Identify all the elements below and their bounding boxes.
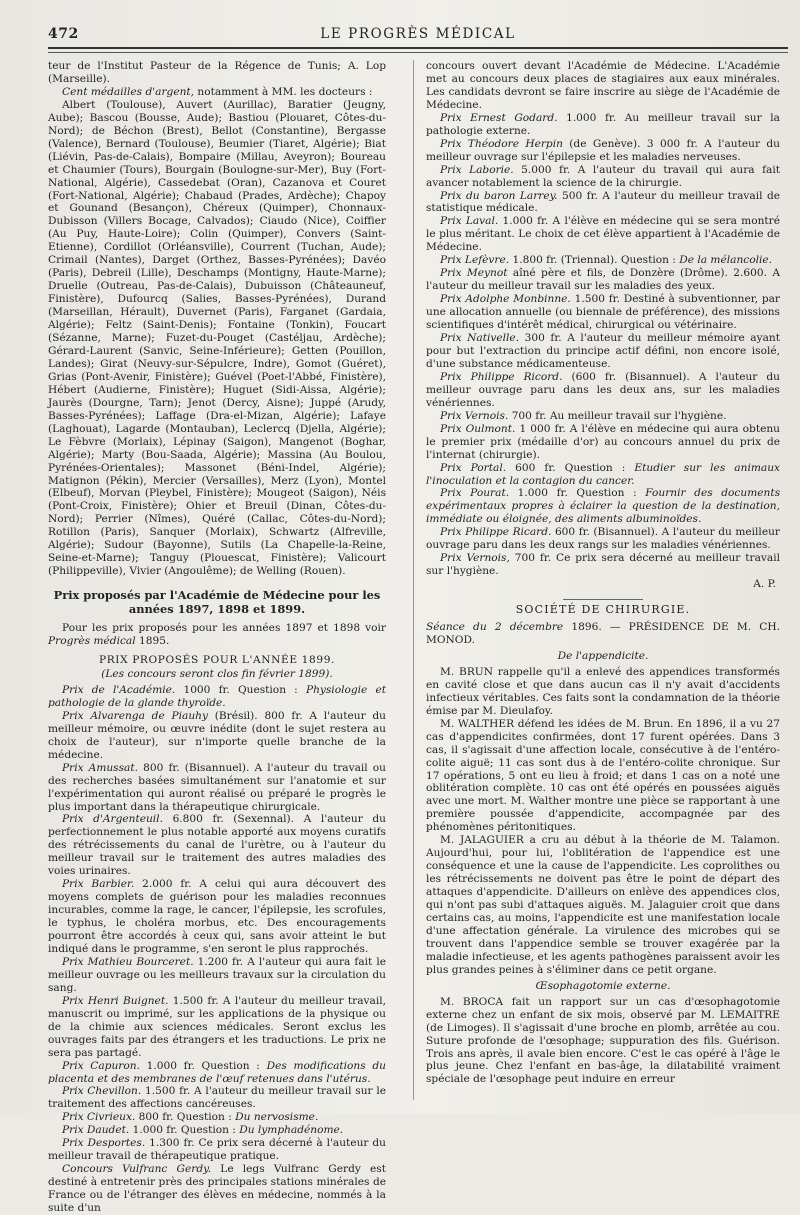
prize-name: Prix Philippe Ricard. (440, 526, 552, 539)
column-divider (413, 60, 414, 1100)
prize-entry (426, 552, 780, 578)
prize-text: 1.200 fr. A l'auteur qui aura fait le meilleur ouvrage ou les meilleurs travaux sur la circulation du sang. (48, 955, 386, 994)
topic-title: Œsophagotomie externe. (535, 979, 671, 992)
prize-name: Prix Civrieux. (62, 1111, 136, 1124)
prize-text: 1.000 fr. Question : (509, 487, 646, 500)
prize-entry (48, 1163, 386, 1215)
society-title: SOCIÉTÉ DE CHIRURGIE. (515, 603, 691, 617)
paragraph: M. BROCA fait un rapport sur un cas d'œsophagotomie externe chez un enfant de six mois, observé par M. LEMAITRE (de Limoges). Il s'agissait d'une broche en plomb, arrêtée au cou. Suture profonde de l'œsophage; suppuration des fils. Guérison. Trois ans après, il avale bien encore. C'est le cas opéré à l'âge le plus jeune. Chez l'enfant en bas-âge, la dilatabilité vraiment spéciale de l'œsophage peut induire en erreur (426, 995, 780, 1086)
prize-text: 800 fr. (Bisannuel). A l'auteur du travail ou des recherches basées simultanément sur l'anatomie et sur l'expérimentation qui auront réalisé ou préparé le progrès le plus important dans la thérapeutique chirurgicale. (48, 761, 386, 813)
prize-entry (426, 526, 780, 552)
prize-name: Prix Mathieu Bourceret. (62, 955, 194, 968)
prize-text: 300 fr. A l'auteur du meilleur mémoire ayant pour but l'extraction du principe actif défini, non encore isolé, d'une substance médicamenteuse. (426, 332, 781, 370)
subsection-title: PRIX PROPOSÉS POUR L'ANNÉE 1899. (99, 654, 335, 667)
prize-name: Prix Pourat. (440, 487, 510, 500)
prize-entry (426, 112, 780, 138)
medal-lead: Cent médailles d'argent, (62, 85, 195, 98)
prize-question: Physiologie et pathologie de la glande thyroïde. (48, 683, 386, 709)
prize-name: Prix Philippe Ricord. (440, 370, 563, 383)
prize-text: 1.000 fr. Question : (129, 1124, 240, 1137)
paragraph (48, 86, 386, 99)
prize-entry (48, 1060, 386, 1086)
section-title: Prix proposés par l'Académie de Médecine pour les années 1897, 1898 et 1899. (53, 588, 381, 617)
prize-text: (Brésil). 800 fr. A l'auteur du meilleur mémoire, ou œuvre inédite (dont le sujet restera au choix de l'auteur), sur n'importe quelle branche de la médecine. (48, 709, 387, 761)
prize-question: Etudier sur les animaux l'inoculation et la contagion du cancer. (426, 461, 780, 487)
medal-list: Albert (Toulouse), Auvert (Aurillac), Baratier (Jeugny, Aube); Bascou (Bousse, Aude); Bastiou (Plouaret, Côtes-du-Nord); de Béchon (Brest), Bellot (Constantine), Bergasse (Valence), Bernard (Toulouse), Beumier (Tiaret, Algérie); Biat (Liévin, Pas-de-Calais), Bompaire (Millau, Aveyron); Boureau et Chaumier (Tours), Bourgain (Boulogne-sur-Mer), Buy (Fort-National, Algérie), Cassedebat (Oran), Cazanova et Couret (Fort-National, Algérie); Chabaud (Prades, Ardèche); Chapoy et Gounand (Besançon), Chéreux (Quimper), Chonnaux-Dubisson (Villers Bocage, Calvados); Ciaudo (Nice), Coiffier (Au Puy, Haute-Loire); Colin (Quimper), Convers (Saint-Etienne), Cordillot (Orléansville), Courrent (Tuchan, Aude); Crimail (Nantes), Darget (Orthez, Basses-Pyrénées); Davéo (Paris), Debreil (Lille), Deschamps (Montigny, Haute-Marne); Druelle (Outreau, Pas-de-Calais), Dubuisson (Châteauneuf, Finistère), Dufourcq (Salies, Basses-Pyrénées), Durand (Marseillan, Hérault), Duvernet (Paris), Farganet (Gardaia, Algérie); Feltz (Saint-Denis); Fontaine (Tonkin), Foucart (Sézanne, Marne); Fuzet-du-Pouget (Castéljau, Ardèche); Gérard-Laurent (Sanvic, Seine-Inférieure); Getten (Pouillon, Landes); Girat (Neuvy-sur-Sépulcre, Indre), Gomot (Guéret), Grias (Pont-Avenir, Finistère); Guével (Poet-l'Abbé, Finistère), Hébert (Audierne, Finistère); Huguet (Sidi-Aissa, Algérie); Jaurès (Dourgne, Tarn); Jenot (Dercy, Aisne); Juppé (Arudy, Basses-Pyrénées); Laffage (Dra-el-Mizan, Algérie); Lafaye (Laghouat), Lagarde (Montauban), Leclercq (Djella, Algérie); Le Fèbvre (Morlaix), Lépinay (Saigon), Mangenot (Boghar, Algérie); Marty (Bou-Saada, Algérie); Massina (Au Boulou, Pyrénées-Orientales); Massonet (Béni-Indel, Algérie); Matignon (Pékin), Mercier (Versailles), Merz (Lyon), Montel (Elbeuf), Morvan (Pleybel, Finistère); Mougeot (Saigon), Néis (Pont-Croix, Finistère); Ohier et Breuil (Dinan, Côtes-du-Nord); Perrier (Nîmes), Quéré (Callac, Côtes-du-Nord); Rotillon (Paris), Sanquer (Morlaix), Schwartz (Alfreville, Algérie); Sudour (Bayonne), Sutils (La Chapelle-la-Reine, Seine-et-Marne); Tanguy (Plouescat, Finistère); Valicourt (Philippeville), Vivier (Angoulême); de Welling (Rouen). (48, 98, 386, 578)
prize-name: Prix Lefèvre. (440, 254, 510, 267)
paragraph: teur de l'Institut Pasteur de la Régence de Tunis; A. Lop (Marseille). (48, 60, 386, 85)
paragraph: concours ouvert devant l'Académie de Médecine. L'Académie met au concours deux places de stagiaires aux eaux minérales. Les candidats devront se faire inscrire au siège de l'Académie de Médecine. (426, 60, 780, 111)
prize-question: Des modifications du placenta et des membranes de l'œuf retenues dans l'utérus. (48, 1059, 386, 1085)
prize-text: 1.500 fr. Destiné à subventionner, par une allocation annuelle (ou biennale de préférence), des missions scientifiques d'intérêt médical, chirurgical ou vétérinaire. (426, 293, 780, 332)
prize-entry (426, 371, 780, 410)
left-column (48, 60, 387, 1215)
prize-text: 1.000 fr. Au meilleur travail sur la pathologie externe. (426, 111, 780, 137)
prize-name: Prix Théodore Herpin (440, 137, 563, 150)
prize-entry (48, 1111, 386, 1124)
prize-text: (de Genève). 3 000 fr. A l'auteur du meilleur ouvrage sur l'épilepsie et les maladies nerveuses. (426, 137, 780, 163)
prize-question: Fournir des documents expérimentaux propres à éclairer la question de la destination, immédiate ou éloignée, des aliments albuminoïdes. (426, 487, 781, 526)
prize-name: Prix d'Argenteuil. (62, 813, 163, 826)
topic-title: De l'appendicite. (557, 649, 649, 662)
page-header (48, 26, 788, 48)
prize-name: Prix du baron Larrey. (440, 189, 558, 202)
prize-entry (426, 293, 780, 332)
prize-text: 1.500 fr. A l'auteur du meilleur travail sur le traitement des affections cancéreuses. (48, 1085, 386, 1111)
prize-entry (48, 684, 386, 710)
prize-question: Du nervosisme. (235, 1111, 319, 1124)
prize-name: Prix Chevillon. (62, 1085, 142, 1098)
prize-name: Prix Oulmont. (440, 422, 516, 435)
signature: A. P. (753, 578, 776, 591)
prize-text: 1000 fr. Question : (175, 683, 306, 696)
paragraph: M. BRUN rappelle qu'il a enlevé des appendices transformés en cavité close et que dans aucun cas il n'y avait d'accidents infectieux véritables. Ces faits sont la condamnation de la théorie émise par M. Dieulafoy. (426, 665, 780, 717)
prize-text: 1.000 fr. Question : (139, 1059, 267, 1072)
subsection-note: (Les concours seront clos fin février 1899). (101, 667, 333, 680)
prize-entry (426, 423, 780, 462)
prize-name: Prix Desportes. (62, 1137, 146, 1150)
prize-text: 1.300 fr. Ce prix sera décerné à l'auteur du meilleur travail de thérapeutique pratique. (48, 1137, 386, 1163)
prize-list (48, 684, 386, 1215)
prize-entry (426, 462, 780, 488)
paragraph: M. JALAGUIER a cru au début à la théorie de M. Talamon. Aujourd'hui, pour lui, l'oblitération de l'appendice est une conséquence et une la cause de l'appendicite. Les coprolithes ou les rétrécissements ne doivent pas être le point de départ des attaques d'appendicite. D'ailleurs on enlève des appendices clos, qui n'ont pas subi d'attaques aiguës. M. Jalaguier croit que dans certains cas, au moins, l'appendicite est une manifestation locale d'une affectation générale. La virulence des microbes qui se trouvent dans l'appendice semble se trouver exagérée par la maladie infectieuse, et les agents pathogènes paraissent avoir les plus grandes peines à s'éliminer dans ce petit organe. (426, 834, 780, 976)
prize-text: 1.800 fr. (Triennal). Question : (509, 254, 680, 267)
right-column (426, 60, 780, 1100)
prize-name: Concours Vulfranc Gerdy. (62, 1163, 212, 1176)
prize-text: 700 fr. Ce prix sera décerné au meilleur travail sur l'hygiène. (426, 552, 780, 578)
prize-name: Prix Portal. (440, 461, 507, 474)
prize-name: Prix Meynot (440, 267, 508, 280)
prize-text: Le legs Vulfranc Gerdy est destiné à entretenir près des principales stations minérales de France ou de l'étranger des élèves en médecine, nommés à la suite d'un (48, 1163, 386, 1215)
prize-name: Prix Laborie. (440, 163, 514, 176)
prize-entry (426, 332, 780, 371)
prize-name: Prix Henri Buignet. (62, 994, 169, 1007)
header-rule-thin (48, 52, 788, 53)
prize-text: 600 fr. (Bisannuel). A l'auteur du meilleur ouvrage paru dans les deux rangs sur les maladies vénériennes. (426, 526, 780, 552)
seance-line: Séance du 2 décembre 1896. — PRÉSIDENCE DE M. CH. MONOD. (426, 621, 780, 646)
paragraph: M. WALTHER défend les idées de M. Brun. En 1896, il a vu 27 cas d'appendicites confirmées, dont 17 furent opérées. Dans 3 cas, il s'agissait d'une affection locale, consécutive à de l'entéro-colite aiguë; 11 cas sont dus à de l'entéro-colite chronique. Sur 17 opérations, 5 ont eu lieu à froid; et dans 1 cas on a noté une oblitération complète. 10 cas ont été opérés en poussées aiguës avec une mort. M. Walther montre une pièce se rapportant à une première poussée d'appendicite, accompagnée par des phénomènes péritonitiques. (426, 717, 780, 834)
prize-entry (48, 995, 386, 1060)
prize-entry (426, 190, 780, 216)
prize-entry (48, 762, 386, 814)
prize-entry (426, 138, 780, 164)
prize-text: aîné père et fils, de Donzère (Drôme). 2.600. A l'auteur du meilleur travail sur les maladies des yeux. (426, 267, 781, 293)
prize-text: 2.000 fr. A celui qui aura découvert des moyens complets de guérison pour les maladies reconnues incurables, comme la rage, le cancer, l'épilepsie, les scrofules, le typhus, le choléra morbus, etc. Des encouragements pourront être accordés à ceux qui, sans avoir atteint le but indiqué dans le programme, s'en seront le plus rapprochés. (48, 878, 386, 955)
prize-text: 500 fr. A l'auteur du meilleur travail de statistique médicale. (426, 189, 780, 215)
page-number: 472 (48, 26, 79, 42)
prize-name: Prix Laval. (440, 215, 499, 228)
prize-text: 800 fr. Question : (135, 1111, 236, 1124)
prize-name: Prix Vernois, (440, 552, 510, 565)
prize-entry (48, 1137, 386, 1163)
prize-name: Prix Alvarenga de Piauhy (62, 709, 208, 722)
prize-text: 600 fr. Question : (506, 461, 635, 474)
prize-text: 6.800 fr. (Sexennal). A l'auteur du perfectionnement le plus notable apporté aux moyens curatifs des rétrécissements du canal de l'urètre, ou à l'auteur du meilleur travail sur le traitement des autres maladies des voies urinaires. (48, 813, 386, 878)
prize-name: Prix Barbier. (62, 878, 135, 891)
prize-question: Du lymphadénome. (239, 1124, 344, 1137)
header-rule (48, 47, 788, 49)
running-title: LE PROGRÈS MÉDICAL (320, 26, 516, 42)
prize-name: Prix Amussat. (62, 761, 138, 774)
section-rule (563, 599, 643, 600)
medal-rest: notamment à MM. les docteurs : (194, 85, 373, 98)
prize-name: Prix Vernois. (440, 409, 509, 422)
prize-entry (48, 878, 386, 956)
prize-entry (426, 254, 780, 267)
prize-name: Prix Nativelle. (440, 332, 520, 345)
prize-list (426, 112, 780, 578)
paragraph: Pour les prix proposés pour les années 1897 et 1898 voir Progrès médical 1895. (48, 622, 386, 648)
prize-name: Prix Adolphe Monbinne. (440, 293, 571, 306)
prize-entry (48, 1124, 386, 1137)
prize-text: 1.500 fr. A l'auteur du meilleur travail, manuscrit ou imprimé, sur les applications de la physique ou de la chimie aux sciences médicales. Seront exclus les ouvrages faits par des étrangers et les traductions. Le prix ne sera pas partagé. (48, 994, 386, 1059)
prize-text: 1 000 fr. A l'élève en médecine qui aura obtenu le premier prix (médaille d'or) au concours annuel du prix de l'internat (chirurgie). (426, 422, 780, 461)
prize-text: 1.000 fr. A l'élève en médecine qui se sera montré le plus méritant. Le choix de cet élève appartient à l'Académie de Médecine. (426, 215, 780, 254)
prize-entry (426, 164, 780, 190)
prize-entry (426, 215, 780, 254)
prize-name: Prix Ernest Godard. (440, 111, 558, 124)
prize-name: Prix de l'Académie. (62, 683, 176, 696)
prize-entry (426, 267, 780, 293)
prize-entry (48, 1085, 386, 1111)
prize-text: (600 fr. (Bisannuel). A l'auteur du meilleur ouvrage paru dans les deux ans, sur les maladies vénériennes. (426, 370, 780, 409)
prize-text: 5.000 fr. A l'auteur du travail qui aura fait avancer notablement la science de la chirurgie. (426, 163, 780, 189)
prize-entry (48, 710, 386, 762)
prize-question: De la mélancolie. (679, 254, 773, 267)
prize-entry (426, 410, 780, 423)
prize-entry (48, 813, 386, 878)
prize-entry (48, 956, 386, 995)
prize-text: 700 fr. Au meilleur travail sur l'hygiène. (508, 409, 727, 422)
prize-entry (426, 487, 780, 526)
prize-name: Prix Capuron. (62, 1059, 140, 1072)
prize-name: Prix Daudet. (62, 1124, 130, 1137)
